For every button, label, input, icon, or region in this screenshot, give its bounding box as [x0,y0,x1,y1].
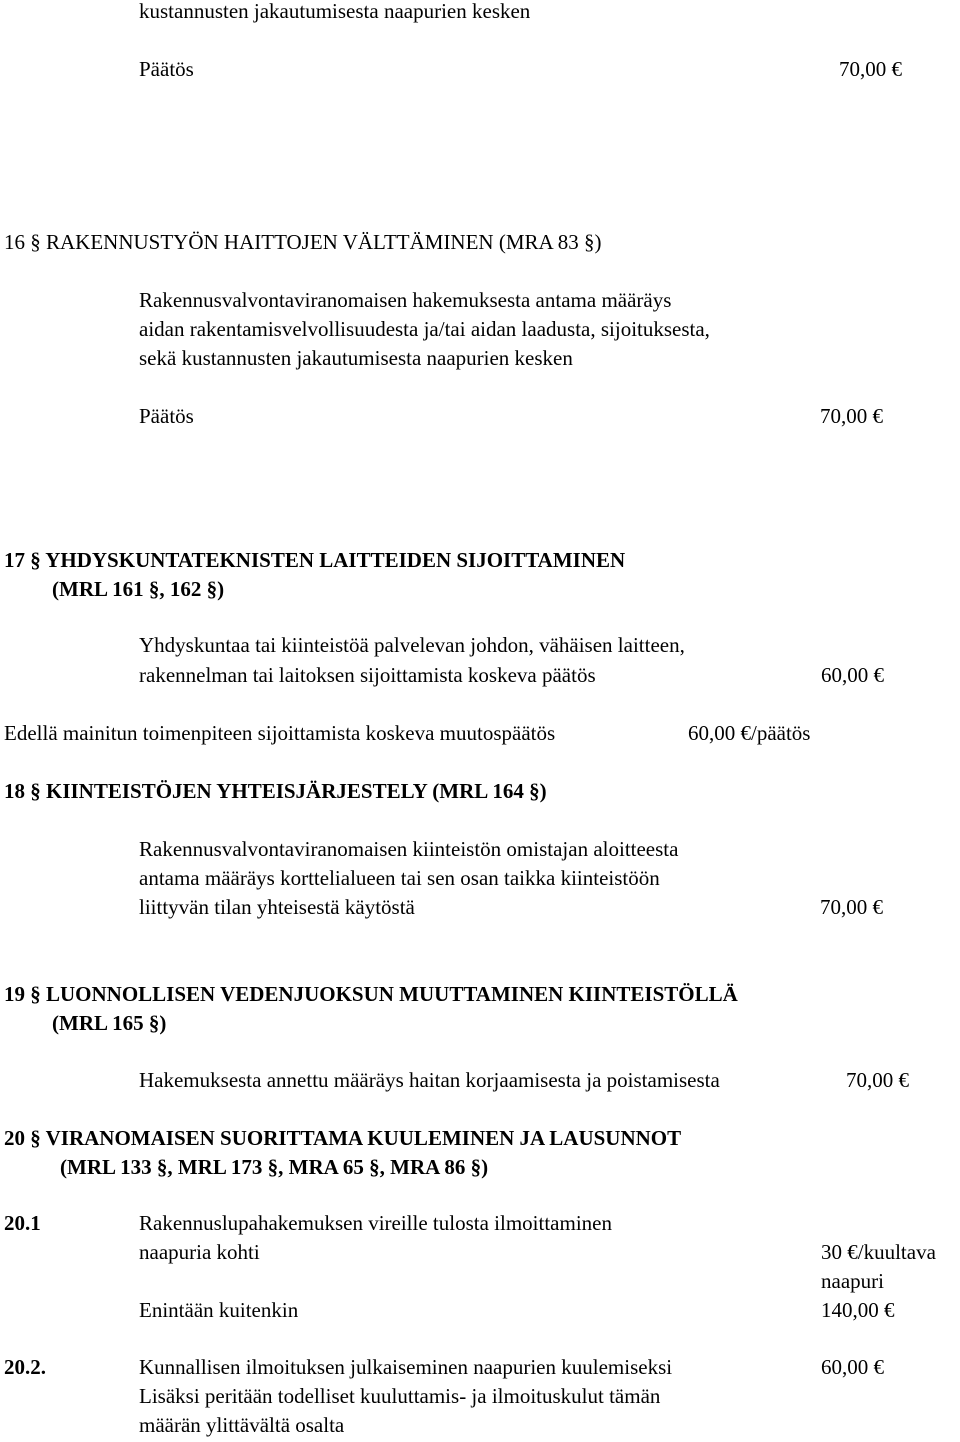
decision-label: Päätös [139,404,194,428]
fee-amount: 70,00 € [846,1068,909,1092]
body-text: määrän ylittävältä osalta [139,1413,345,1437]
decision-label: Päätös [139,57,194,81]
body-text: naapuria kohti [139,1240,260,1264]
body-text: rakennelman tai laitoksen sijoittamista koskeva päätös [139,663,596,687]
section-heading-ref: (MRL 165 §) [52,1011,167,1035]
section-heading: 17 § YHDYSKUNTATEKNISTEN LAITTEIDEN SIJOITTAMINEN [4,548,626,572]
body-text: Kunnallisen ilmoituksen julkaiseminen naapurien kuulemiseksi [139,1355,673,1379]
body-text: sekä kustannusten jakautumisesta naapurien kesken [139,346,573,370]
fee-amount: 140,00 € [821,1298,895,1322]
fee-amount: 30 €/kuultava [821,1240,936,1264]
body-text: Yhdyskuntaa tai kiinteistöä palvelevan johdon, vähäisen laitteen, [139,633,685,657]
body-text: Enintään kuitenkin [139,1298,299,1322]
fee-amount: 60,00 € [821,663,884,687]
body-text: aidan rakentamisvelvollisuudesta ja/tai aidan laadusta, sijoituksesta, [139,317,710,341]
body-text: Hakemuksesta annettu määräys haitan korjaamisesta ja poistamisesta [139,1068,720,1092]
section-heading: 20 § VIRANOMAISEN SUORITTAMA KUULEMINEN JA LAUSUNNOT [4,1126,682,1150]
section-heading-ref: (MRL 133 §, MRL 173 §, MRA 65 §, MRA 86 §) [60,1155,489,1179]
body-text: Edellä mainitun toimenpiteen sijoittamista koskeva muutospäätös [4,721,556,745]
fee-amount: 60,00 €/päätös [688,721,811,745]
body-text: Rakennusvalvontaviranomaisen kiinteistön omistajan aloitteesta [139,837,679,861]
item-number: 20.1 [4,1211,41,1235]
fee-amount-unit: naapuri [821,1269,884,1293]
body-text: kustannusten jakautumisesta naapurien kesken [139,0,531,23]
body-text: Rakennuslupahakemuksen vireille tulosta ilmoittaminen [139,1211,612,1235]
section-heading: 18 § KIINTEISTÖJEN YHTEISJÄRJESTELY (MRL 164 §) [4,779,547,803]
body-text: Lisäksi peritään todelliset kuuluttamis- ja ilmoituskulut tämän [139,1384,661,1408]
fee-amount: 60,00 € [821,1355,884,1379]
section-heading: 19 § LUONNOLLISEN VEDENJUOKSUN MUUTTAMINEN KIINTEISTÖLLÄ [4,982,738,1006]
item-number: 20.2. [4,1355,46,1379]
section-heading-ref: (MRL 161 §, 162 §) [52,577,225,601]
section-heading: 16 § RAKENNUSTYÖN HAITTOJEN VÄLTTÄMINEN (MRA 83 §) [4,230,602,254]
fee-amount: 70,00 € [820,404,883,428]
body-text: Rakennusvalvontaviranomaisen hakemuksesta antama määräys [139,288,672,312]
body-text: antama määräys korttelialueen tai sen osan taikka kiinteistöön [139,866,660,890]
fee-amount: 70,00 € [839,57,902,81]
fee-amount: 70,00 € [820,895,883,919]
body-text: liittyvän tilan yhteisestä käytöstä [139,895,415,919]
